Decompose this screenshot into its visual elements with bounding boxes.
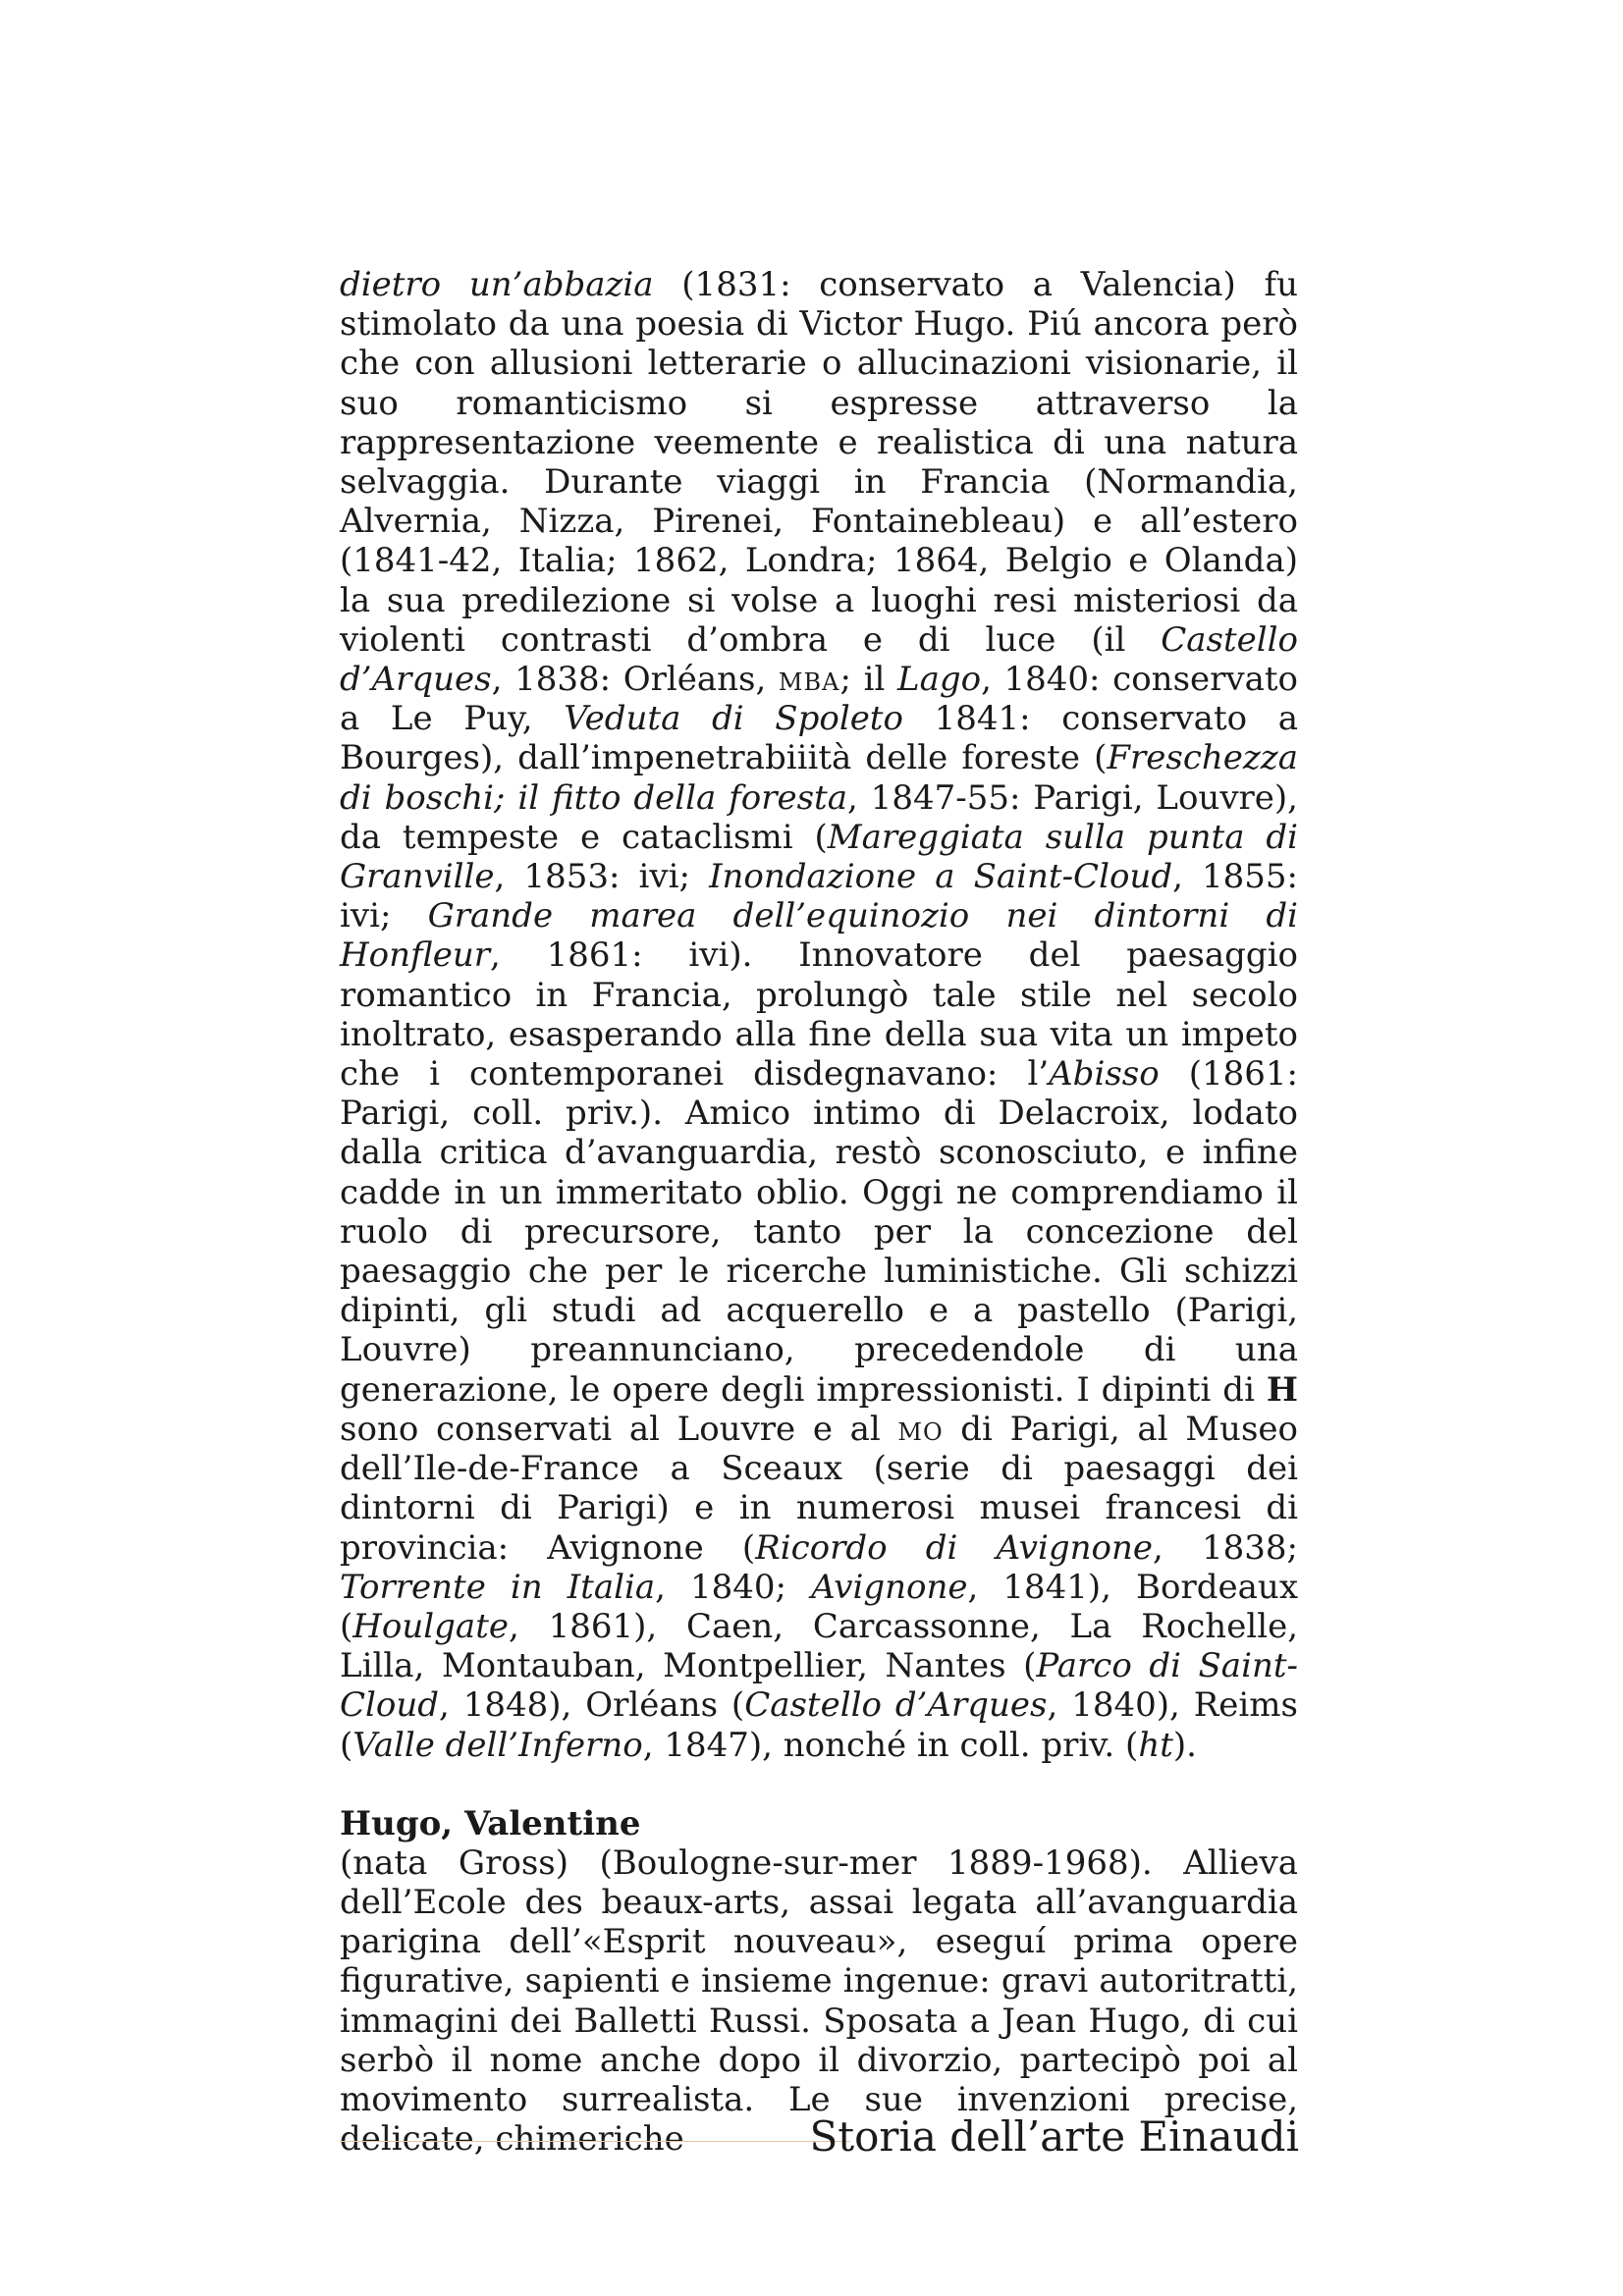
text-run: , 1853: ivi; [494,857,710,897]
abbreviation: mba [778,660,840,700]
text-run: sono conservati al Louvre e al [340,1409,898,1449]
italic-title: Castello d’Arques [744,1685,1048,1726]
entry-heading: Hugo, Valentine [340,1803,641,1843]
italic-title: Houlgate [352,1606,509,1646]
text-run: , 1861), Caen, Carcassonne, La Rochelle, Lilla, Montauban, Montpellier, Nantes ( [340,1606,1298,1686]
text-column [340,265,1298,2159]
italic-title: Castello d’Arques [340,619,1298,700]
text-run: 1841: conservato a Bourges), dall’impenetrabiiità delle foreste ( [340,699,1298,778]
text-run: , 1838: Orléans, [491,660,779,700]
italic-title: Valle dell’Inferno [352,1725,643,1765]
italic-title: Freschezza di boschi; il fitto della foresta [340,738,1298,818]
text-run: di Parigi, al Museo dell’Ile-de-France a Sceaux (serie di paesaggi dei dintorni di Parigi) e in numerosi musei francesi di provincia: Avignone ( [340,1409,1298,1568]
italic-title: Mareggiata sulla punta di Granville [340,817,1298,897]
italic-title: Lago [896,660,982,700]
entry-body-continued [340,265,1298,1765]
text-run: ). [1172,1725,1197,1765]
italic-title: dietro un’abbazia [340,265,654,304]
italic-title: Avignone [811,1567,968,1607]
entry-body: (nata Gross) (Boulogne-sur-mer 1889-1968). Allieva dell’Ecole des beaux-arts, assai legata all’avanguardia parigina dell’«Esprit nouveau», eseguí prima opere figurative, sapienti e insieme ingenue: gravi autoritratti, immagini dei Balletti Russi. Sposata a Jean Hugo, di cui serbò il nome anche dopo il divorzio, partecipò poi al movimento surrealista. Le sue invenzioni precise, delicate, chimeriche [340,1842,1298,2160]
abbreviation: mo [897,1409,944,1449]
text-run: , 1838; [1153,1527,1298,1568]
text-run: ; il [839,660,897,700]
text-run: , 1855: ivi; [340,857,1298,936]
text-run: (1861: Parigi, coll. priv.). Amico intimo di Delacroix, lodato dalla critica d’avanguardia, restò sconosciuto, e infine cadde in un immeritato oblio. Oggi ne comprendiamo il ruolo di precursore, tanto per la concezione del paesaggio che per le ricerche luministiche. Gli schizzi dipinti, gli studi ad acquerello e a pastello (Parigi, Louvre) preannunciano, precedendole di una generazione, le opere degli impressionisti. I dipinti di [340,1054,1298,1410]
italic-title: Inondazione a Saint-Cloud [709,857,1173,897]
text-run: , 1847), nonché in coll. priv. ( [642,1725,1139,1765]
text-run: , 1840), Reims ( [340,1685,1298,1765]
italic-title: Abisso [1049,1054,1160,1095]
bold-initial: H [1266,1369,1298,1410]
text-run: , 1861: ivi). Innovatore del paesaggio romantico in Francia, prolungò tale stile nel secolo inoltrato, esasperando alla fine della sua vita un impeto che i contemporanei disdegnavano: l’ [340,935,1298,1095]
italic-title: Ricordo di Avignone [755,1527,1154,1568]
italic-title: Veduta di Spoleto [564,699,903,739]
footer-publisher: Storia dell’arte Einaudi [809,2112,1299,2161]
footer-rule [340,2141,850,2142]
italic-title: Torrente in Italia [340,1567,656,1607]
text-run: , 1841), Bordeaux ( [340,1567,1298,1646]
text-run: (1831: conservato a Valencia) fu stimolato da una poesia di Victor Hugo. Piú ancora però che con allusioni letterarie o allucinazioni visionarie, il suo romanticismo si espresse attraverso la rappresentazione veemente e realistica di una natura selvaggia. Durante viaggi in Francia (Normandia, Alvernia, Nizza, Pirenei, Fontainebleau) e all’estero (1841-42, Italia; 1862, Londra; 1864, Belgio e Olanda) la sua predilezione si volse a luoghi resi misteriosi da violenti contrasti d’ombra e di luce (il [340,265,1298,660]
text-run: , 1848), Orléans ( [439,1685,745,1726]
italic-title: Grande marea dell’equinozio nei dintorni di Honfleur [340,896,1299,976]
text-run: , 1840; [655,1567,812,1607]
italic-title: Parco di Saint-Cloud [340,1646,1298,1726]
text-run: , 1847-55: Parigi, Louvre), da tempeste e cataclismi ( [340,777,1298,857]
text-run: , 1840: conservato a Le Puy, [340,660,1299,739]
italic-title: ht [1138,1725,1173,1765]
